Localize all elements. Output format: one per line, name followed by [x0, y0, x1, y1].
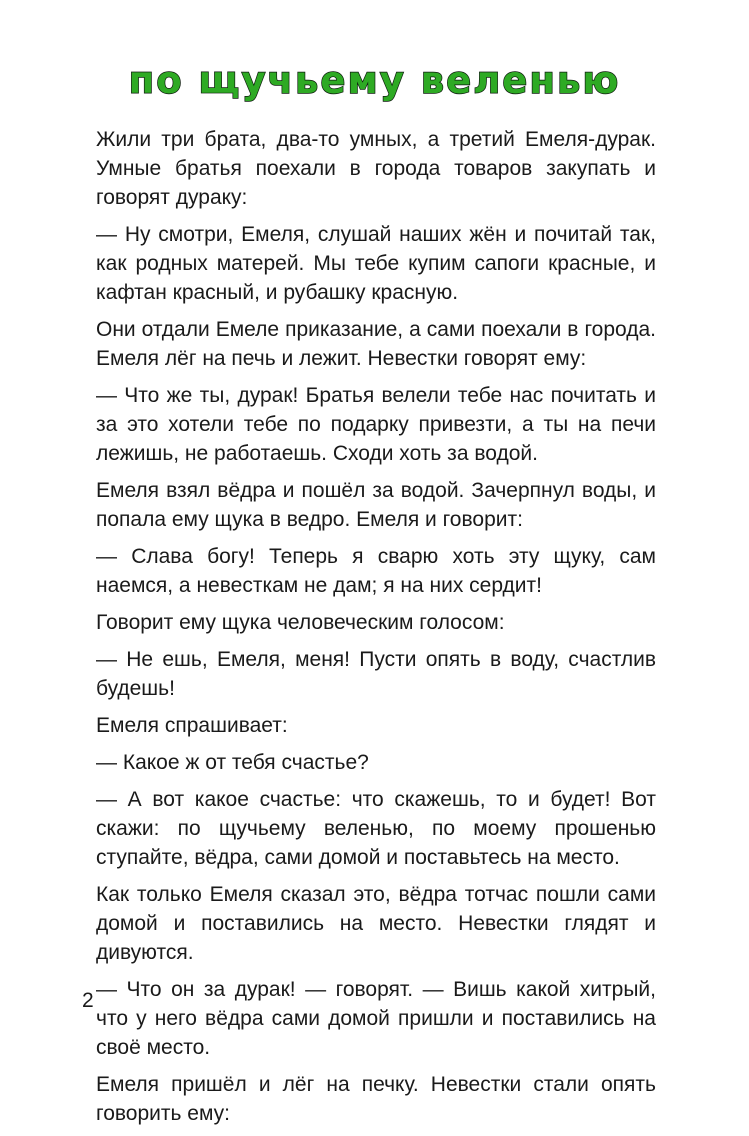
- page-title: по щучьему веленью: [128, 59, 621, 102]
- paragraph: Емеля пришёл и лёг на печку. Невестки стали опять говорить ему:: [96, 1073, 656, 1125]
- page-number: 2: [82, 989, 94, 1012]
- paragraph: — Слава богу! Теперь я сварю хоть эту щуку, сам наемся, а невесткам не дам; я на них сердит!: [96, 545, 656, 597]
- paragraph: Говорит ему щука человеческим голосом:: [96, 611, 505, 634]
- paragraph: Как только Емеля сказал это, вёдра тотчас пошли сами домой и поставились на место. Невестки глядят и дивуются.: [96, 883, 656, 964]
- paragraph: Емеля взял вёдра и пошёл за водой. Зачерпнул воды, и попала ему щука в ведро. Емеля и говорит:: [96, 479, 656, 531]
- paragraph: — Какое ж от тебя счастье?: [96, 751, 369, 774]
- paragraph: — Ну смотри, Емеля, слушай наших жён и почитай так, как родных матерей. Мы тебе купим сапоги красные, и кафтан красный, и рубашку красную.: [96, 223, 656, 304]
- paragraph: Они отдали Емеле приказание, а сами поехали в города. Емеля лёг на печь и лежит. Невестки говорят ему:: [96, 318, 656, 370]
- story-text: [96, 125, 656, 1136]
- paragraph: Емеля спрашивает:: [96, 714, 288, 737]
- paragraph: Жили три брата, два-то умных, а третий Емеля-дурак. Умные братья поехали в города товаров закупать и говорят дураку:: [96, 128, 656, 209]
- paragraph: — Что он за дурак! — говорят. — Вишь какой хитрый, что у него вёдра сами домой пришли и поставились на своё место.: [96, 978, 656, 1059]
- paragraph: — Не ешь, Емеля, меня! Пусти опять в воду, счастлив будешь!: [96, 648, 656, 700]
- paragraph: — Что же ты, дурак! Братья велели тебе нас почитать и за это хотели тебе по подарку привезти, а ты на печи лежишь, не работаешь. Сходи хоть за водой.: [96, 384, 656, 465]
- paragraph: — А вот какое счастье: что скажешь, то и будет! Вот скажи: по щучьему веленью, по моему прошенью ступайте, вёдра, сами домой и поставьтесь на место.: [96, 788, 656, 869]
